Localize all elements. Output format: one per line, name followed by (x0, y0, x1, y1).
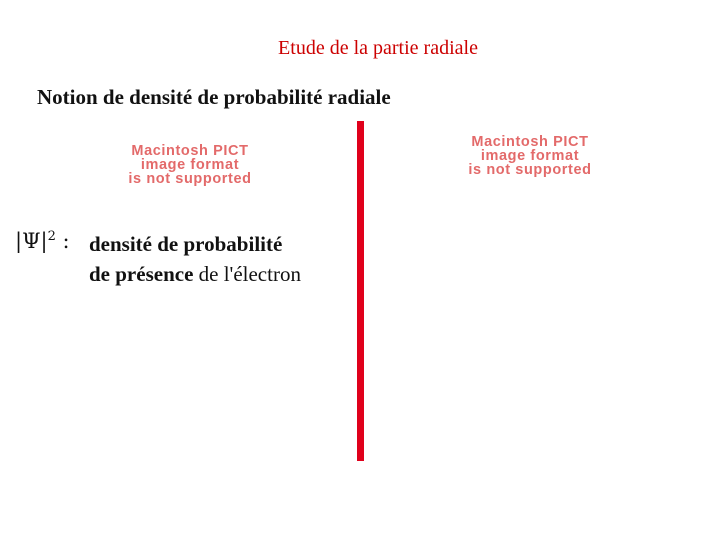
unsupported-image-placeholder-right (439, 135, 621, 177)
psi-squared-formula (15, 229, 70, 253)
slide-subtitle: Notion de densité de probabilité radiale (37, 85, 391, 109)
definition-bold-part: de présence (89, 262, 194, 286)
placeholder-line: Macintosh PICT (131, 143, 249, 159)
definition-line-1: densité de probabilité (89, 232, 283, 256)
placeholder-line: is not supported (468, 162, 592, 178)
definition-rest: de l'électron (193, 262, 301, 286)
vertical-divider (357, 121, 364, 461)
placeholder-line: Macintosh PICT (471, 134, 589, 150)
exponent: 2 (47, 229, 56, 244)
definition-line-2 (89, 259, 301, 289)
definition-text (89, 229, 301, 289)
unsupported-image-placeholder-left (104, 144, 276, 186)
psi-modulus: |Ψ| (15, 229, 48, 253)
placeholder-line: image format (480, 148, 580, 164)
placeholder-line: image format (140, 157, 240, 173)
formula-colon: : (55, 229, 70, 253)
slide-title: Etude de la partie radiale (278, 37, 478, 59)
placeholder-line: is not supported (128, 171, 252, 187)
